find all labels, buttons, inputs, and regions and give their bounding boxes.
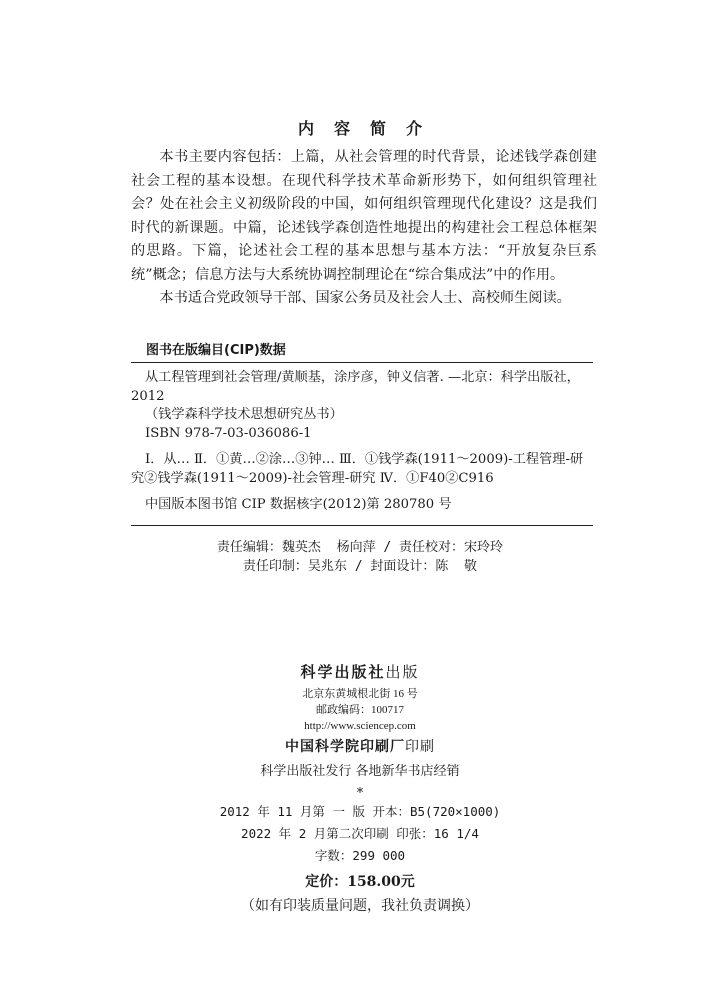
divider (131, 362, 593, 363)
separator-star: * (356, 786, 364, 801)
divider (131, 525, 593, 526)
cip-verification: 中国版本图书馆 CIP 数据核字(2012)第 280780 号 (145, 497, 452, 512)
intro-body (131, 146, 597, 311)
printer-name: 中国科学院印刷厂 (285, 739, 405, 755)
printer-suffix: 印刷 (405, 739, 435, 755)
printing-line: 2022 年 2 月第二次印刷 印张：16 1/4 (241, 826, 479, 841)
cip-isbn: ISBN 978-7-03-036086-1 (145, 425, 312, 441)
publisher-suffix: 出版 (385, 663, 420, 681)
printer-line (0, 736, 720, 756)
price: 定价：158.00元 (305, 874, 415, 890)
word-count: 字数：299 000 (314, 848, 406, 863)
publisher-address: 北京东黄城根北街 16 号 (302, 688, 418, 700)
intro-title: 内容简介 (297, 119, 442, 138)
quality-note: （如有印装质量问题，我社负责调换） (241, 898, 479, 914)
cip-data (131, 369, 593, 515)
publisher-line (0, 661, 720, 682)
cip-citation-line: 从工程管理到社会管理/黄顺基，涂序彦，钟义信著. —北京：科学出版社， (145, 370, 580, 385)
editors-line: 责任编辑：魏英杰 杨向萍 / 责任校对：宋玲玲 (216, 540, 504, 555)
cip-classification: Ⅰ．从… Ⅱ．①黄…②涂…③钟… Ⅲ．①钱学森(1911～2009)-工程管理-研究②钱学森(1911～2009)-社会管理-研究 Ⅳ．①F40②C916 (131, 452, 584, 486)
publisher-name: 科学出版社 (300, 663, 386, 681)
editors-line: 责任印制：吴兆东 / 封面设计：陈 敬 (242, 558, 478, 574)
editors-credits (0, 539, 720, 576)
cip-title: 图书在版编目(CIP)数据 (146, 343, 286, 358)
intro-paragraph: 本书主要内容包括：上篇，从社会管理的时代背景，论述钱学森创建社会工程的基本设想。在现代科学技术革命新形势下，如何组织管理社会？处在社会主义初级阶段的中国，如何组织管理现代化建设？这是我们时代的新课题。中篇，论述钱学森创造性地提出的构建社会工程总体框架的思路。下篇，论述社会工程的基本思想与基本方法：“开放复杂巨系统”概念；信息方法与大系统协调控制理论在“综合集成法”中的作用。 (131, 149, 597, 283)
publisher-url: http://www.sciencep.com (304, 720, 416, 732)
publication-info (0, 661, 720, 915)
cip-citation-year: 2012 (131, 388, 165, 404)
cip-series: （钱学森科学技术思想研究丛书） (145, 407, 343, 422)
intro-paragraph: 本书适合党政领导干部、国家公务员及社会人士、高校师生阅读。 (159, 290, 571, 306)
distribution-line: 科学出版社发行 各地新华书店经销 (260, 764, 460, 779)
publisher-postcode: 邮政编码：100717 (316, 704, 404, 716)
edition-line: 2012 年 11 月第 一 版 开本：B5(720×1000) (219, 804, 501, 819)
